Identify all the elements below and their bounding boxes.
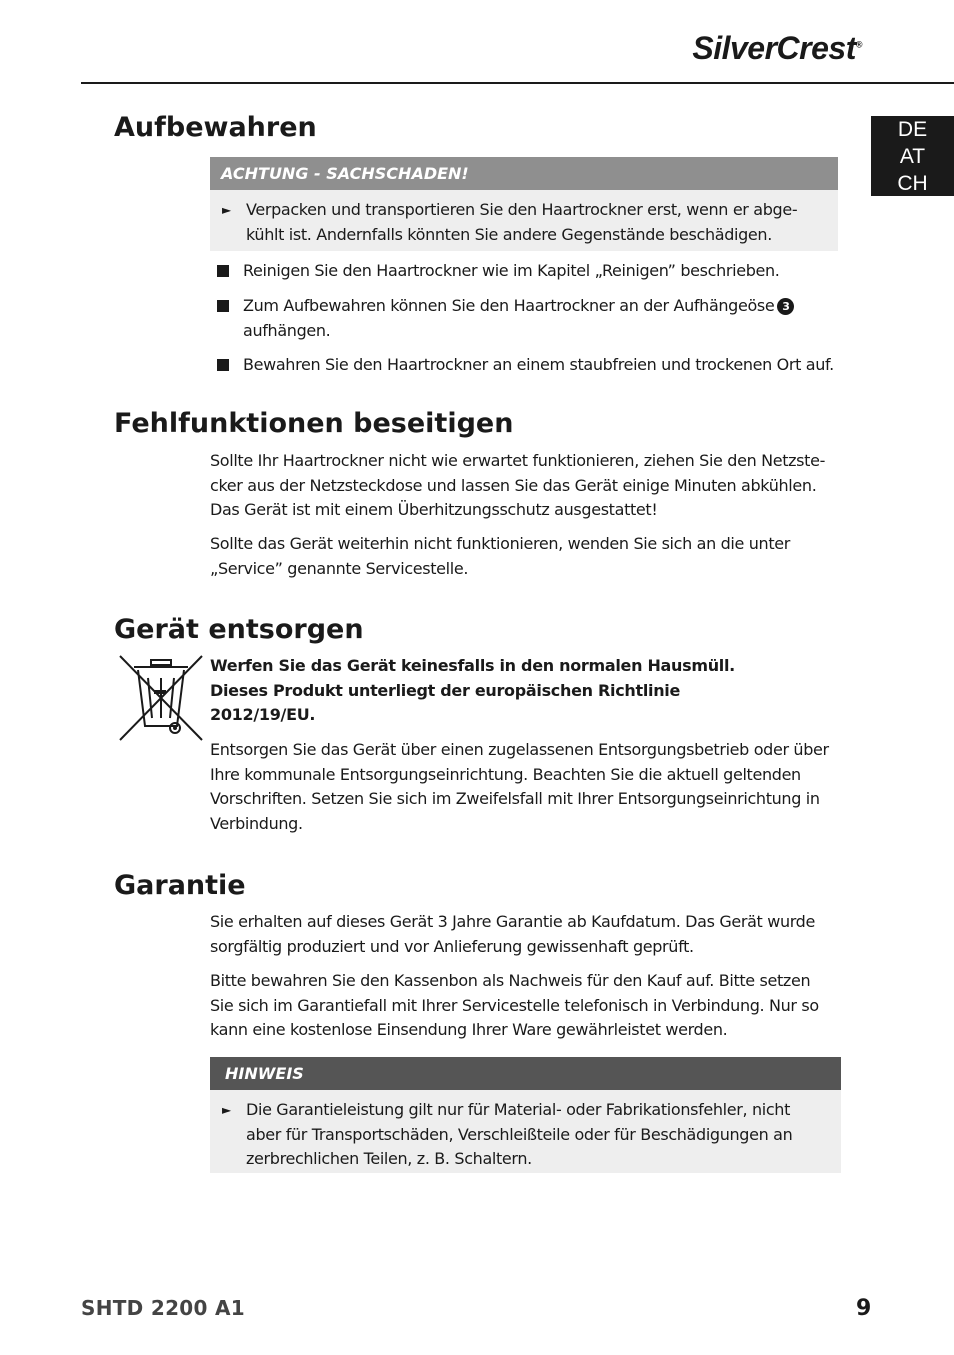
- square-bullet-icon: [217, 359, 229, 371]
- language-tab: [871, 116, 954, 196]
- heading-fehlfunktionen: Fehlfunktionen beseitigen: [114, 408, 514, 439]
- triangle-bullet-icon: ►: [222, 1103, 232, 1117]
- note-box-title: HINWEIS: [210, 1057, 841, 1090]
- square-bullet-icon: [217, 265, 229, 277]
- heading-entsorgen: Gerät entsorgen: [114, 614, 364, 645]
- heading-aufbewahren: Aufbewahren: [114, 112, 317, 143]
- language-de: DE: [897, 118, 928, 141]
- brand-logo: SilverCrest®: [692, 30, 862, 66]
- paragraph: Sie erhalten auf dieses Gerät 3 Jahre Garantie ab Kaufdatum. Das Gerät wurde sorgfältig produziert und vor Anlieferung gewissenhaft geprüft.: [210, 912, 815, 956]
- warning-box: [210, 190, 838, 251]
- part-number-badge: 3: [777, 298, 794, 315]
- paragraph: Bitte bewahren Sie den Kassenbon als Nachweis für den Kauf auf. Bitte setzen Sie sich im Garantiefall mit Ihrer Servicestelle telefonisch in Verbindung. Nur so kann eine kostenlose Einsendung Ihrer Ware gewährleistet werden.: [210, 971, 819, 1039]
- note-box: [210, 1090, 841, 1173]
- disposal-warning: Werfen Sie das Gerät keinesfalls in den normalen Hausmüll. Dieses Produkt unterliegt der europäischen Richtlinie 2012/19/EU.: [210, 656, 735, 724]
- language-ch: CH: [897, 172, 928, 195]
- footer-model: SHTD 2200 A1: [81, 1296, 245, 1320]
- page-number: 9: [856, 1296, 872, 1321]
- paragraph: Entsorgen Sie das Gerät über einen zugelassenen Entsorgungsbetrieb oder über Ihre kommunale Entsorgungseinrichtung. Beachten Sie die aktuell geltenden Vorschriften. Setzen Sie sich im Zweifelsfall mit Ihrer Entsorgungseinrichtung in Verbindung.: [210, 740, 829, 833]
- square-bullet-icon: [217, 300, 229, 312]
- warning-text: Verpacken und transportieren Sie den Haartrockner erst, wenn er abge- kühlt ist. Andernfalls könnten Sie andere Gegenstände beschädigen.: [246, 200, 798, 244]
- warning-box-title: ACHTUNG - SACHSCHADEN!: [210, 157, 838, 190]
- note-text: Die Garantieleistung gilt nur für Material- oder Fabrikationsfehler, nicht aber für Transportschäden, Verschleißteile oder für Beschädigungen an zerbrechlichen Teilen, z. B. Schaltern.: [246, 1100, 793, 1168]
- heading-garantie: Garantie: [114, 870, 246, 901]
- paragraph: Sollte das Gerät weiterhin nicht funktionieren, wenden Sie sich an die unter „Service” genannte Servicestelle.: [210, 534, 790, 578]
- triangle-bullet-icon: ►: [222, 203, 232, 217]
- list-item: Zum Aufbewahren können Sie den Haartrockner an der Aufhängeöse 3 aufhängen.: [217, 294, 847, 343]
- paragraph: Sollte Ihr Haartrockner nicht wie erwartet funktionieren, ziehen Sie den Netzste- cker aus der Netzsteckdose und lassen Sie das Gerät einige Minuten abkühlen. Das Gerät ist mit einem Überhitzungsschutz ausgestattet!: [210, 451, 826, 519]
- header-rule: [81, 82, 954, 84]
- crossed-bin-icon: [114, 654, 206, 744]
- list-item: Bewahren Sie den Haartrockner an einem staubfreien und trockenen Ort auf.: [217, 353, 857, 378]
- language-at: AT: [899, 145, 926, 168]
- list-item: Reinigen Sie den Haartrockner wie im Kapitel „Reinigen” beschrieben.: [217, 259, 847, 284]
